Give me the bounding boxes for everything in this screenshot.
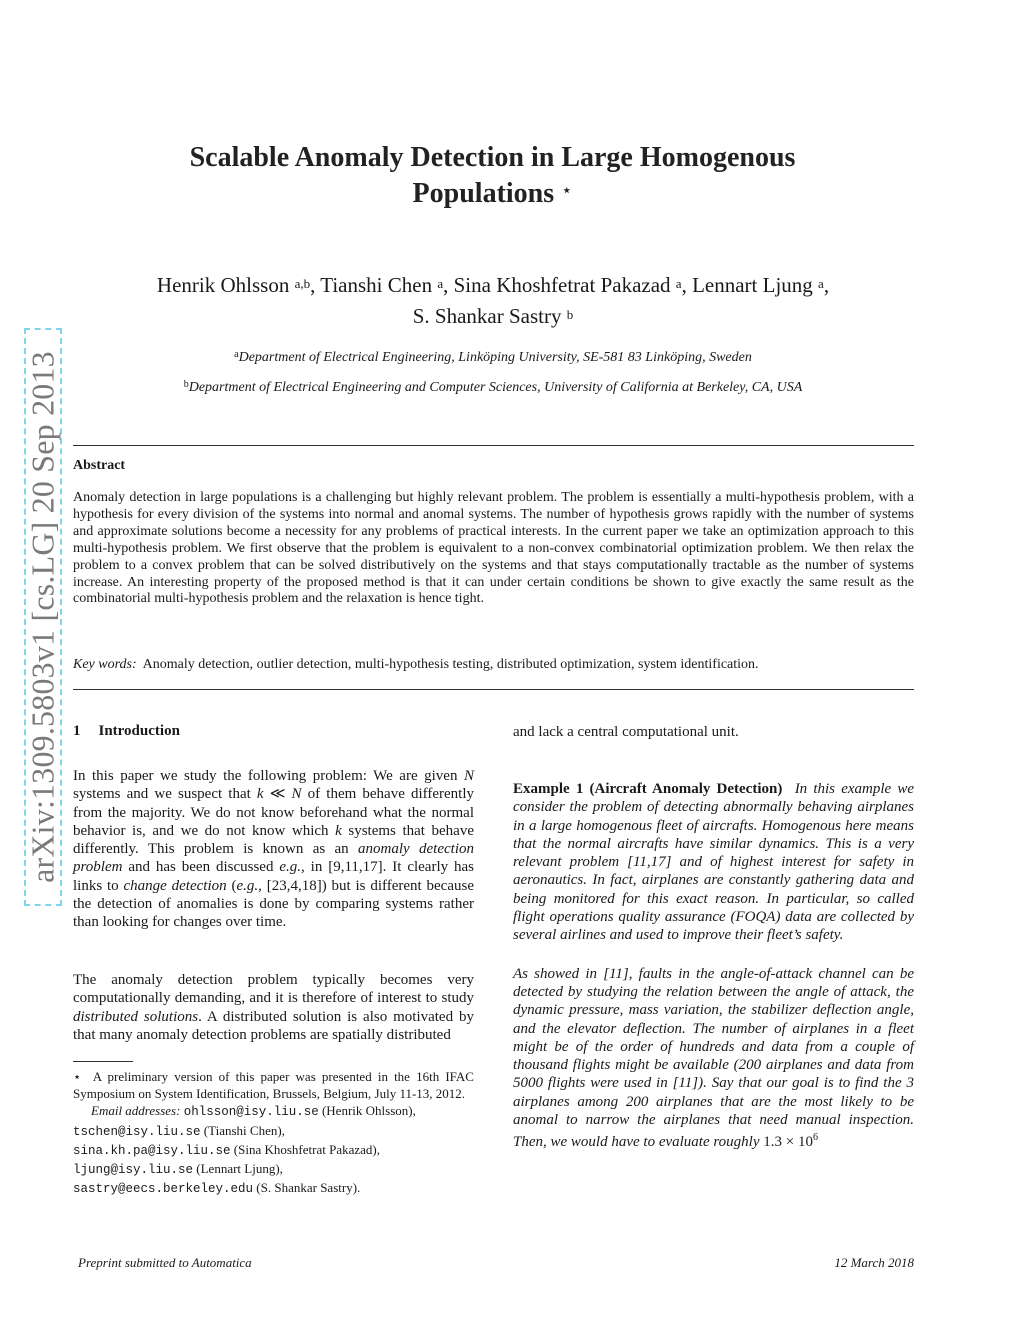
example-paragraph-2 [513, 965, 914, 1152]
email-address: sina.kh.pa@isy.liu.se [73, 1143, 231, 1158]
title-line-1: Scalable Anomaly Detection in Large Homogenous [189, 142, 796, 173]
author-affiliation-mark: a [675, 276, 682, 291]
example-1 [513, 780, 914, 1152]
abstract-body: Anomaly detection in large populations is a challenging but highly relevant problem. The problem is essentially a multi-hypothesis problem, with a hypothesis for every division of the systems into normal and anomal systems. The number of hypothesis grows rapidly with the number of systems and approximate solutions become a necessity for any problems of practical interests. In the current paper we take an optimization approach to this multi-hypothesis problem. We first observe that the problem is equivalent to a non-convex combinatorial optimization problem. We then relax the problem to a convex problem that can be solved distributively on the systems and that stays computationally tractable as the number of systems increase. An interesting property of the proposed method is that it can under certain conditions be shown to give exactly the same result as the combinatorial multi-hypothesis problem and the relaxation is hence tight. [73, 490, 914, 607]
author-affiliation-mark: b [566, 307, 574, 322]
affiliation-text: Department of Electrical Engineering and Computer Sciences, University of California at Berkeley, CA, USA [188, 380, 803, 395]
intro-paragraph-1 [73, 767, 474, 932]
title-line-2-text: Populations [412, 178, 555, 209]
intro-paragraph-2 [73, 971, 474, 1044]
example-text: As showed in [11], faults in the angle-of-attack channel can be detected by studying the relation between the angle of attack, the dynamic pressure, mass variation, the stabilizer deflection angle, and the elevator deflection. The number of airplanes in a fleet might be of the order of hundreds and data from a couple of thousand flights might be available (200 airplanes and data from 5000 flights were used in [11]). Say that our goal is to find the 3 airplanes among 200 airplanes that are the most likely to be anomal to narrow the airplanes that need manual inspection. Then, we would have to evaluate roughly [513, 965, 914, 1151]
email-owner: (Tianshi Chen), [203, 1122, 285, 1138]
footnote-email-line [73, 1179, 474, 1198]
section-heading-introduction [73, 723, 180, 740]
author-name: Sina Khoshfetrat Pakazad [453, 273, 671, 297]
math-exponent: 6 [812, 1132, 818, 1144]
affiliation-a [60, 350, 926, 366]
email-address: ohlsson@isy.liu.se [183, 1105, 319, 1120]
email-owner: (Lennart Ljung), [196, 1161, 283, 1177]
text-run: The anomaly detection problem typically becomes very computationally demanding, and it is therefore of interest to study [73, 972, 474, 1007]
author-separator: , [823, 273, 830, 297]
footer-date: 12 March 2018 [834, 1255, 914, 1270]
email-owner: (Sina Khoshfetrat Pakazad), [233, 1141, 380, 1157]
footnote-text: A preliminary version of this paper was presented in the 16th IFAC Symposium on System Identification, Brussels, Belgium, July 11-13, 2012. [73, 1069, 474, 1102]
footnote-email-line [73, 1160, 474, 1179]
author-line-1 [60, 270, 926, 301]
keywords [73, 657, 914, 673]
math-count: 1.3 × 10 [763, 1134, 813, 1151]
text-run: of them behave differently from the majority. We do not know beforehand what the normal behavior is, and we do not know which [73, 786, 475, 839]
emphasis-term: anomaly detection problem [73, 841, 474, 876]
author-name: S. Shankar Sastry [412, 304, 562, 328]
emphasis-eg: e.g., [279, 859, 305, 876]
footnote-emails [73, 1102, 474, 1121]
section-title: Introduction [98, 723, 180, 739]
text-run: systems that behave differently. This problem is known as an [73, 822, 474, 858]
author-list [60, 270, 926, 332]
email-label: Email addresses: [91, 1103, 181, 1119]
example-text: In this example we consider the problem of detecting abnormally behaving airplanes in a large homogenous fleet of aircrafts. Homogenous here means that the normal aircrafts have similar dynamics. This is a very relevant problem [11,17] and of highest interest for safety in aeronautics. In fact, airplanes are constantly gathering data and being monitored for this exact reason. In particular, so called flight operations quality assurance (FOQA) data are collected by several airlines and used to improve their fleet’s safety. [513, 781, 914, 944]
math-k: k [335, 822, 342, 839]
math-k: k [256, 786, 264, 803]
footnote-email-line [73, 1141, 474, 1160]
keywords-label: Key words: [73, 657, 137, 672]
author-separator: , [443, 273, 454, 297]
text-run: In this paper we study the following problem: We are given [73, 768, 464, 784]
affiliation-b [60, 380, 926, 396]
example-paragraph-1 [513, 780, 914, 945]
arxiv-stamp [24, 328, 62, 906]
title-line-2 [120, 176, 865, 212]
keywords-text: Anomaly detection, outlier detection, multi-hypothesis testing, distributed optimization, system identification. [142, 657, 759, 672]
paper-title [120, 140, 865, 212]
arxiv-id: arXiv:1309.5803v1 [cs.LG] 20 Sep 2013 [24, 351, 61, 883]
example-label: Example 1 (Aircraft Anomaly Detection) [513, 781, 783, 797]
title-star: ⋆ [561, 180, 573, 200]
abstract-bottom-rule [73, 689, 914, 690]
text-run: and has been discussed [122, 859, 280, 876]
footnote-star: ⋆ [73, 1069, 82, 1084]
author-line-2 [60, 301, 926, 332]
author-affiliation-mark: a,b [294, 276, 311, 291]
author-affiliation-mark: a [818, 276, 824, 291]
footnote-preliminary [73, 1068, 474, 1102]
author-name: Tianshi Chen [320, 273, 433, 297]
email-owner: (Henrik Ohlsson), [321, 1103, 416, 1119]
section-number: 1 [73, 723, 81, 739]
footer-journal: Preprint submitted to Automatica [78, 1255, 252, 1270]
email-owner: (S. Shankar Sastry). [256, 1180, 361, 1196]
emphasis-eg: e.g., [236, 877, 262, 894]
text-run: systems and we suspect that [73, 786, 257, 803]
math-much-less: ≪ [263, 786, 292, 803]
email-address: ljung@isy.liu.se [73, 1163, 194, 1178]
emphasis-term: distributed solutions [73, 1008, 199, 1025]
footnote-rule [73, 1061, 133, 1062]
intro-paragraph-2-continued: and lack a central computational unit. [513, 724, 739, 740]
math-N: N [291, 786, 302, 803]
text-run: . A distributed solution is also motivated by that many anomaly detection problems are spatially distributed [73, 1008, 474, 1043]
emphasis-term: change detection [123, 877, 227, 894]
affiliation-mark: b [183, 379, 189, 390]
abstract-top-rule [73, 445, 914, 446]
text-run: in [9,11,17]. It clearly has links to [73, 859, 474, 894]
email-address: tschen@isy.liu.se [73, 1124, 201, 1139]
author-affiliation-mark: a [437, 276, 444, 291]
math-N: N [463, 768, 474, 784]
text-run: ( [226, 877, 237, 894]
text-run: [23,4,18]) but is different because the detection of anomalies is done by comparing systems rather than looking for changes over time. [73, 877, 474, 931]
footnotes [73, 1068, 474, 1198]
abstract-heading: Abstract [73, 458, 126, 473]
footnote-email-line [73, 1122, 474, 1141]
affiliation-mark: a [234, 349, 239, 360]
author-name: Henrik Ohlsson [156, 273, 290, 297]
affiliation-text: Department of Electrical Engineering, Linköping University, SE-581 83 Linköping, Sweden [238, 350, 752, 365]
email-address: sastry@eecs.berkeley.edu [73, 1182, 254, 1197]
author-separator: , [681, 273, 693, 297]
author-separator: , [310, 273, 321, 297]
author-name: Lennart Ljung [692, 273, 813, 297]
